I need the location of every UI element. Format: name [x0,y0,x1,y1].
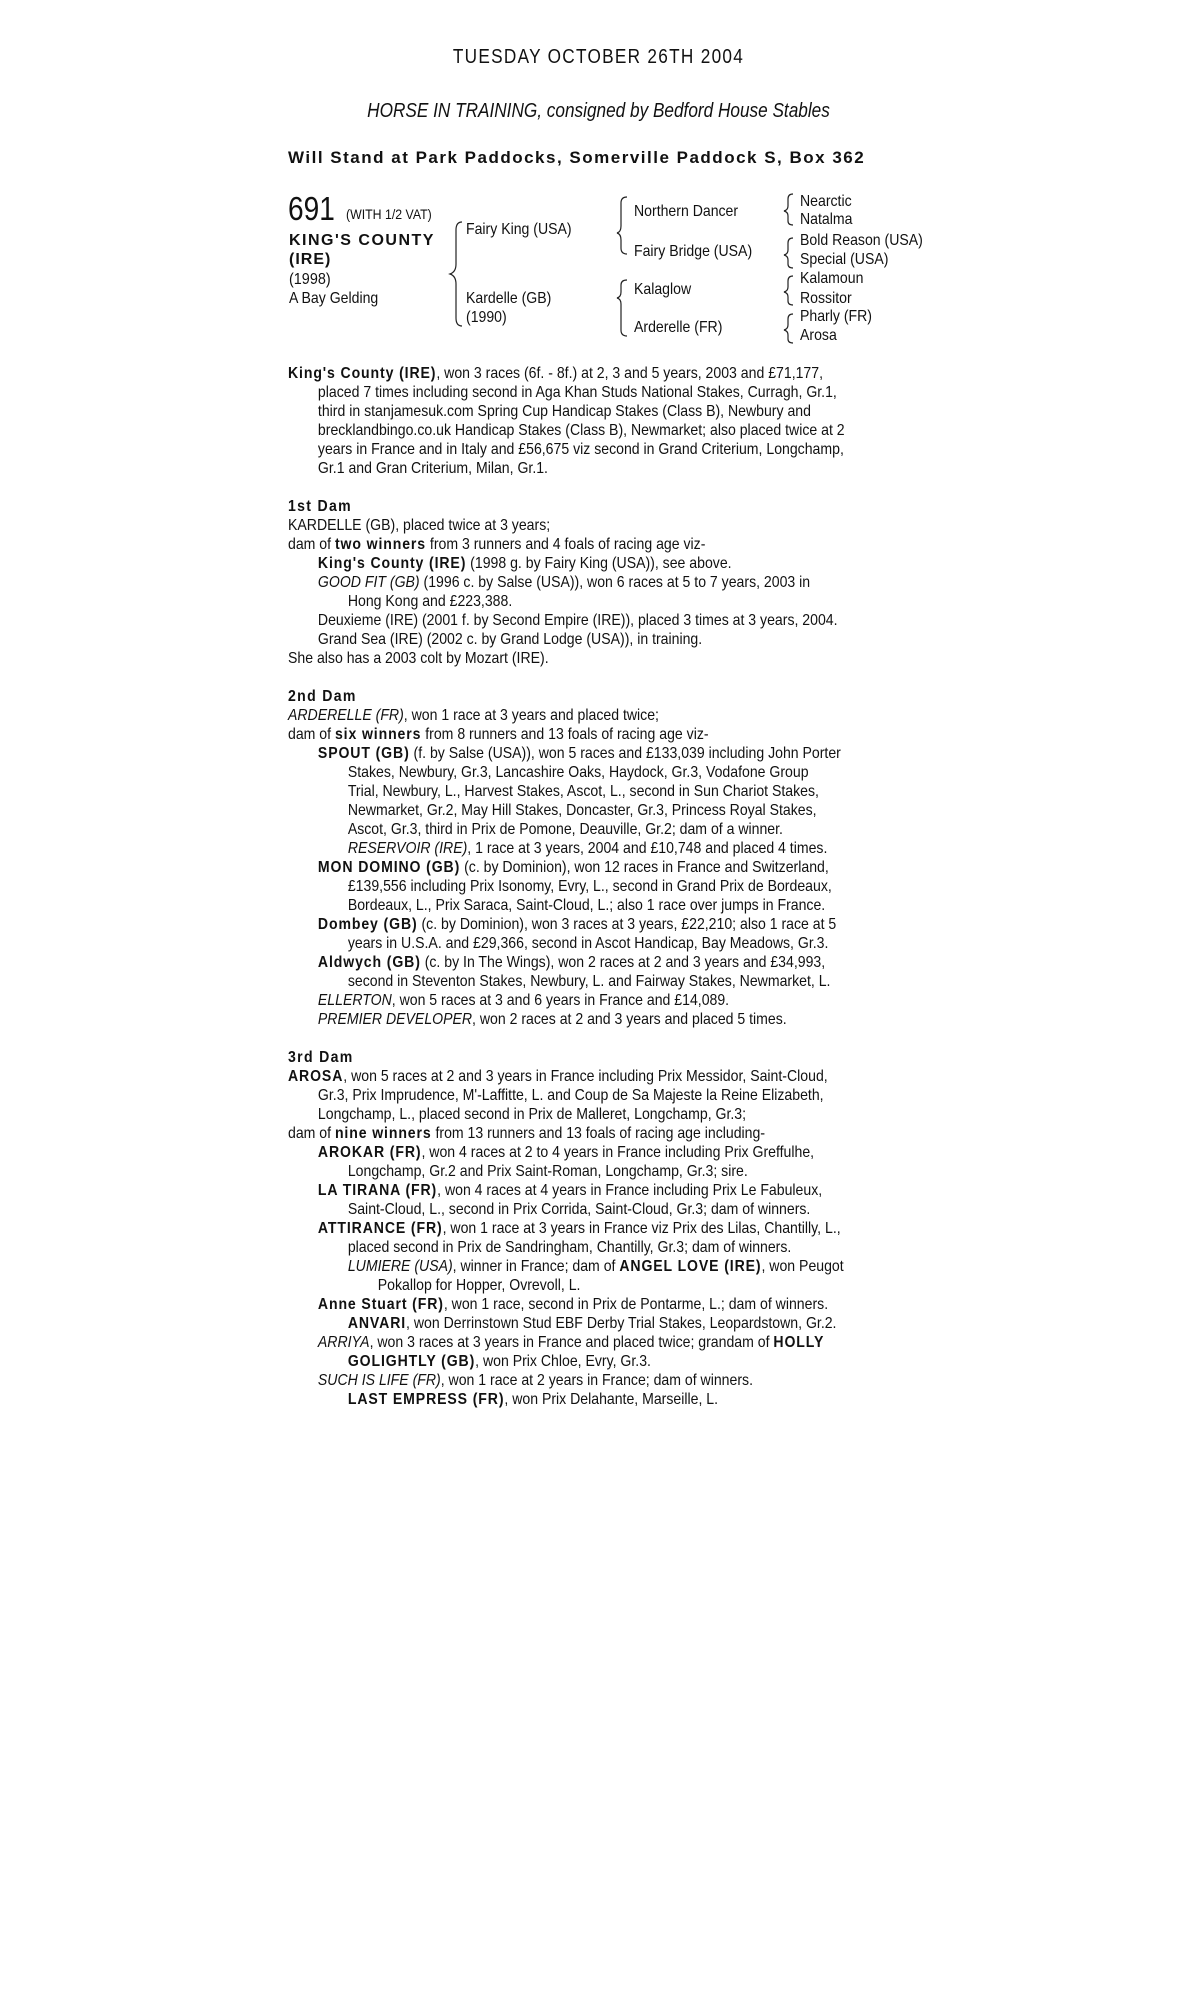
second-dam-produce: Dombey (GB) (c. by Dominion), won 3 races at 3 years, £22,210; also 1 race at 5 [317,916,837,933]
third-dam-line: Longchamp, L., placed second in Prix de Malleret, Longchamp, Gr.3; [317,1106,747,1123]
second-dam-produce: Aldwych (GB) (c. by In The Wings), won 2 races at 2 and 3 years and £34,993, [317,954,826,971]
pedigree-ggp: Bold Reason (USA) [800,232,923,249]
race-record-line: brecklandbingo.co.uk Handicap Stakes (Class B), Newmarket; also placed twice at 2 [317,422,845,439]
second-dam-produce-line: Newmarket, Gr.2, May Hill Stakes, Doncaster, Gr.3, Princess Royal Stakes, [347,802,817,819]
second-dam-produce-line: RESERVOIR (IRE), 1 race at 3 years, 2004 and £10,748 and placed 4 times. [347,840,828,857]
pedigree-sire-sire: Northern Dancer [634,203,739,220]
third-dam-heading: 3rd Dam [288,1049,354,1066]
second-dam-produce: PREMIER DEVELOPER, won 2 races at 2 and 3 years and placed 5 times. [317,1011,787,1028]
pedigree-ggp: Natalma [800,211,853,228]
third-dam-line: Gr.3, Prix Imprudence, M'-Laffitte, L. and Coup de Sa Majeste la Reine Elizabeth, [317,1087,824,1104]
second-dam-line: ARDERELLE (FR), won 1 race at 3 years and placed twice; [288,707,659,724]
second-dam-produce-line: second in Steventon Stakes, Newbury, L. and Fairway Stakes, Newmarket, L. [347,973,831,990]
first-dam-produce-line: Hong Kong and £223,388. [347,593,513,610]
consignor-line: HORSE IN TRAINING, consigned by Bedford House Stables [367,100,830,122]
pedigree-sire-dam: Fairy Bridge (USA) [634,243,753,260]
first-dam-heading: 1st Dam [288,498,353,515]
pedigree-ggp: Nearctic [800,193,852,210]
third-dam-produce-line: LUMIERE (USA), winner in France; dam of ANGEL LOVE (IRE), won Peugot [347,1258,844,1275]
third-dam-produce: SUCH IS LIFE (FR), won 1 race at 2 years in France; dam of winners. [317,1372,753,1389]
second-dam-produce-line: years in U.S.A. and £29,366, second in Ascot Handicap, Bay Meadows, Gr.3. [347,935,829,952]
third-dam-produce: Anne Stuart (FR), won 1 race, second in Prix de Pontarme, L.; dam of winners. [317,1296,829,1313]
second-dam-heading: 2nd Dam [288,688,357,705]
race-record-line: third in stanjamesuk.com Spring Cup Handicap Stakes (Class B), Newbury and [317,403,811,420]
race-record: King's County (IRE), won 3 races (6f. - 8f.) at 2, 3 and 5 years, 2003 and £71,177, [288,365,824,382]
first-dam-line: dam of two winners from 3 runners and 4 foals of racing age viz- [288,536,706,553]
first-dam-line: She also has a 2003 colt by Mozart (IRE). [288,650,549,667]
first-dam-produce: Deuxieme (IRE) (2001 f. by Second Empire (IRE)), placed 3 times at 3 years, 2004. [317,612,838,629]
pedigree-ggp: Kalamoun [800,270,864,287]
first-dam-line: KARDELLE (GB), placed twice at 3 years; [288,517,551,534]
second-dam-produce: SPOUT (GB) (f. by Salse (USA)), won 5 races and £133,039 including John Porter [317,745,841,762]
first-dam-produce: King's County (IRE) (1998 g. by Fairy King (USA)), see above. [317,555,732,572]
first-dam-produce: GOOD FIT (GB) (1996 c. by Salse (USA)), won 6 races at 5 to 7 years, 2003 in [317,574,811,591]
third-dam-produce-line: GOLIGHTLY (GB), won Prix Chloe, Evry, Gr.3. [347,1353,651,1370]
lot-number: 691 [288,190,335,227]
pedigree-ggp: Rossitor [800,290,852,307]
vat-note: (WITH 1/2 VAT) [346,206,432,222]
second-dam-line: dam of six winners from 8 runners and 13 foals of racing age viz- [288,726,709,743]
horse-description: A Bay Gelding [289,290,379,307]
third-dam-produce: ATTIRANCE (FR), won 1 race at 3 years in France viz Prix des Lilas, Chantilly, L., [317,1220,841,1237]
pedigree-sire: Fairy King (USA) [466,221,572,238]
race-record-line: placed 7 times including second in Aga Khan Studs National Stakes, Curragh, Gr.1, [317,384,837,401]
race-record-line: Gr.1 and Gran Criterium, Milan, Gr.1. [317,460,548,477]
stand-location: Will Stand at Park Paddocks, Somerville Paddock S, Box 362 [288,148,866,167]
pedigree-dam-sire: Kalaglow [634,281,692,298]
horse-country: (IRE) [289,251,332,268]
third-dam-line: AROSA, won 5 races at 2 and 3 years in France including Prix Messidor, Saint-Cloud, [288,1068,828,1085]
pedigree-ggp: Special (USA) [800,251,889,268]
third-dam-produce-line: Longchamp, Gr.2 and Prix Saint-Roman, Longchamp, Gr.3; sire. [347,1163,748,1180]
second-dam-produce: ELLERTON, won 5 races at 3 and 6 years in France and £14,089. [317,992,730,1009]
third-dam-produce-line: Saint-Cloud, L., second in Prix Corrida, Saint-Cloud, Gr.3; dam of winners. [347,1201,811,1218]
pedigree-dam-dam: Arderelle (FR) [634,319,723,336]
third-dam-produce: AROKAR (FR), won 4 races at 2 to 4 years in France including Prix Greffulhe, [317,1144,815,1161]
first-dam-produce: Grand Sea (IRE) (2002 c. by Grand Lodge (USA)), in training. [317,631,703,648]
pedigree-dam-year: (1990) [466,309,507,326]
race-record-line: years in France and in Italy and £56,675 viz second in Grand Criterium, Longchamp, [317,441,844,458]
third-dam-produce: LA TIRANA (FR), won 4 races at 4 years in France including Prix Le Fabuleux, [317,1182,823,1199]
second-dam-produce: MON DOMINO (GB) (c. by Dominion), won 12 races in France and Switzerland, [317,859,829,876]
second-dam-produce-line: Ascot, Gr.3, third in Prix de Pomone, Deauville, Gr.2; dam of a winner. [347,821,783,838]
third-dam-produce-line: Pokallop for Hopper, Ovrevoll, L. [377,1277,581,1294]
pedigree-dam: Kardelle (GB) [466,290,552,307]
pedigree-brackets [0,0,1197,360]
second-dam-produce-line: £139,556 including Prix Isonomy, Evry, L., second in Grand Prix de Bordeaux, [347,878,832,895]
third-dam-line: dam of nine winners from 13 runners and 13 foals of racing age including- [288,1125,766,1142]
catalogue-body [288,364,851,1409]
pedigree-ggp: Arosa [800,327,837,344]
horse-name: KING'S COUNTY [289,232,435,249]
second-dam-produce-line: Stakes, Newbury, Gr.3, Lancashire Oaks, Haydock, Gr.3, Vodafone Group [347,764,809,781]
third-dam-produce-line: ANVARI, won Derrinstown Stud EBF Derby Trial Stakes, Leopardstown, Gr.2. [347,1315,837,1332]
horse-year: (1998) [289,271,331,288]
second-dam-produce-line: Bordeaux, L., Prix Saraca, Saint-Cloud, L.; also 1 race over jumps in France. [347,897,826,914]
third-dam-produce-line: placed second in Prix de Sandringham, Chantilly, Gr.3; dam of winners. [347,1239,792,1256]
third-dam-produce-line: LAST EMPRESS (FR), won Prix Delahante, Marseille, L. [347,1391,719,1408]
sale-date: TUESDAY OCTOBER 26TH 2004 [452,46,745,68]
pedigree-ggp: Pharly (FR) [800,308,872,325]
third-dam-produce: ARRIYA, won 3 races at 3 years in France and placed twice; grandam of HOLLY [317,1334,825,1351]
second-dam-produce-line: Trial, Newbury, L., Harvest Stakes, Ascot, L., second in Sun Chariot Stakes, [347,783,819,800]
